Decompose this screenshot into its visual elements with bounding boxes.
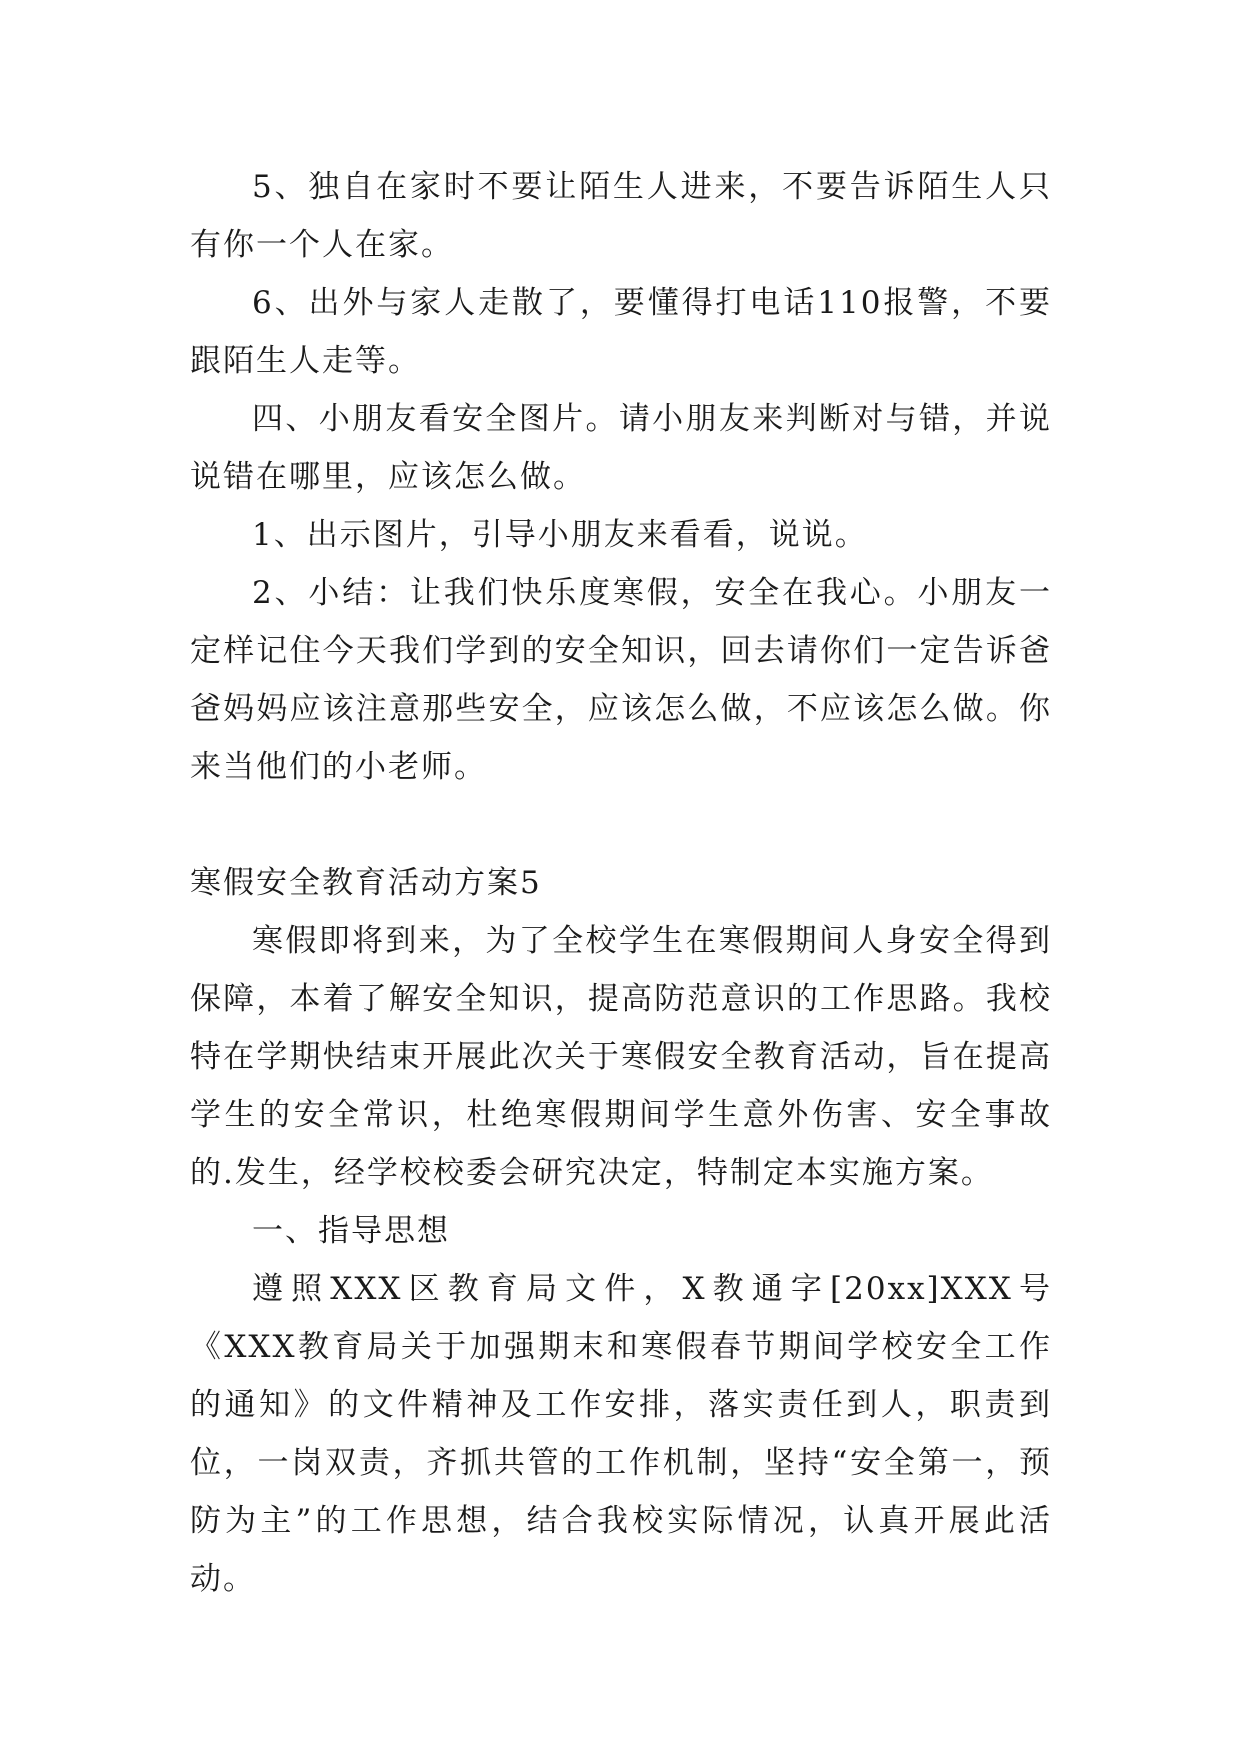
paragraph-step-2: 2、小结：让我们快乐度寒假，安全在我心。小朋友一定样记住今天我们学到的安全知识，回去请你们一定告诉爸爸妈妈应该注意那些安全，应该怎么做，不应该怎么做。你来当他们的小老师。 <box>190 575 1052 785</box>
guiding-ideology-paragraph: 遵照XXX区教育局文件，X教通字[20xx]XXX号《XXX教育局关于加强期末和寒假春节期间学校安全工作的通知》的文件精神及工作安排，落实责任到人，职责到位，一岗双责，齐抓共管的工作机制，坚持“安全第一，预防为主”的工作思想，结合我校实际情况，认真开展此活动。 <box>190 1271 1052 1597</box>
section-intro-paragraph: 寒假即将到来，为了全校学生在寒假期间人身安全得到保障，本着了解安全知识，提高防范意识的工作思路。我校特在学期快结束开展此次关于寒假安全教育活动，旨在提高学生的安全常识，杜绝寒假期间学生意外伤害、安全事故的.发生，经学校校委会研究决定，特制定本实施方案。 <box>190 923 1052 1191</box>
paragraph-section-four: 四、小朋友看安全图片。请小朋友来判断对与错，并说说错在哪里，应该怎么做。 <box>190 401 1052 495</box>
paragraph-tip-6: 6、出外与家人走散了，要懂得打电话110报警，不要跟陌生人走等。 <box>190 285 1052 379</box>
paragraph-tip-5: 5、独自在家时不要让陌生人进来，不要告诉陌生人只有你一个人在家。 <box>190 169 1052 263</box>
paragraph-step-1: 1、出示图片，引导小朋友来看看，说说。 <box>252 517 868 553</box>
section-title: 寒假安全教育活动方案5 <box>190 865 542 901</box>
guiding-ideology-heading: 一、指导思想 <box>252 1213 450 1249</box>
document-body <box>190 158 1052 1608</box>
